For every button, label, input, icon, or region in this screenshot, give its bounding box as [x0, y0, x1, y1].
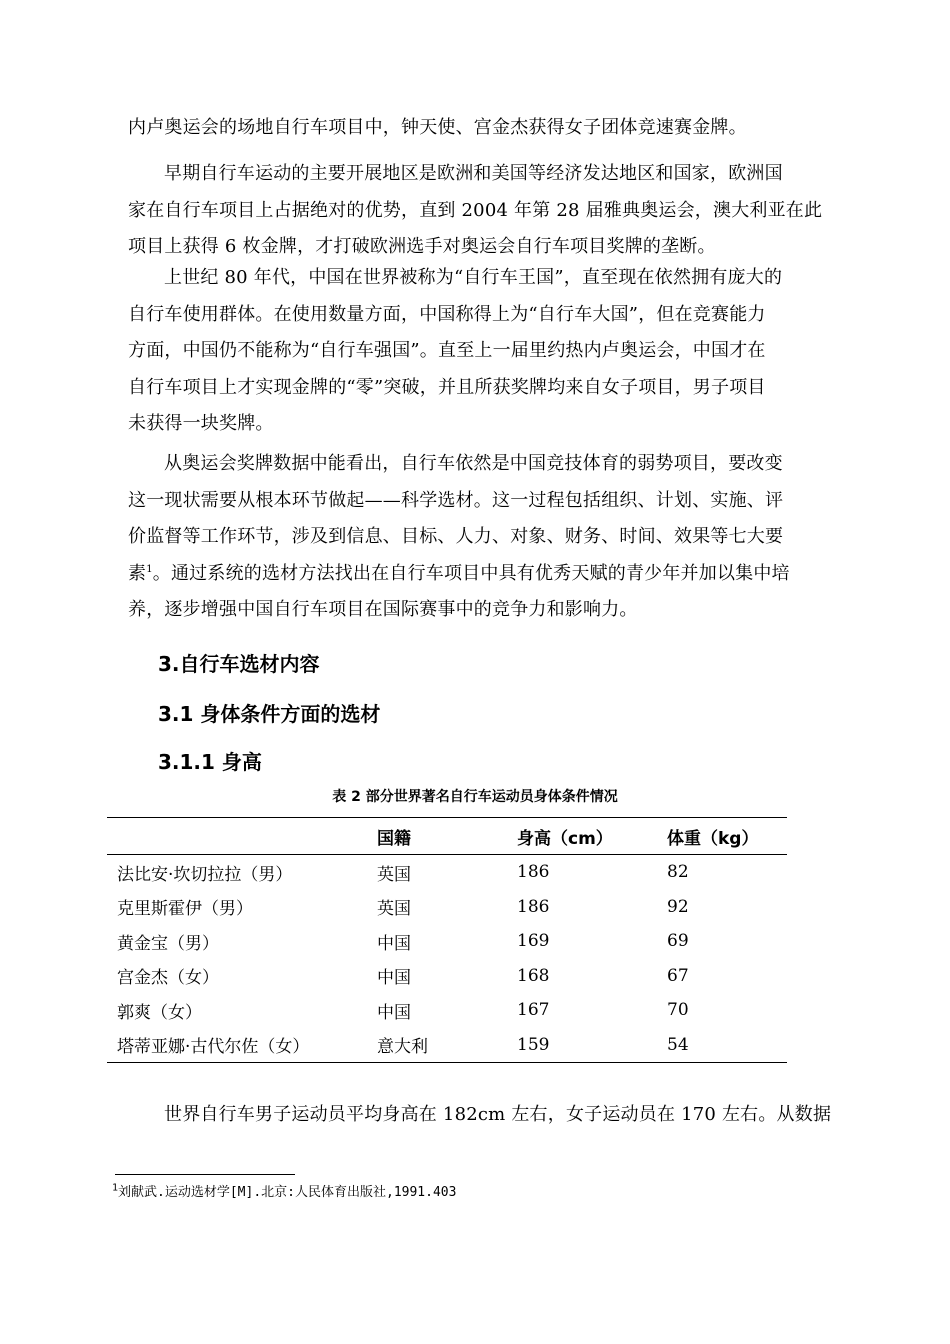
table-row: [107, 993, 787, 1028]
cell-name: 宫金杰（女）: [117, 968, 219, 989]
paragraph-bicycle-kingdom: [128, 260, 838, 443]
paragraph-average-height: [128, 1097, 838, 1134]
text-line: 早期自行车运动的主要开展地区是欧洲和美国等经济发达地区和国家，欧洲国: [164, 163, 783, 184]
header-weight: 体重（kg）: [657, 818, 787, 855]
table-row: [107, 1028, 787, 1063]
cell-height: 169: [517, 931, 550, 952]
subsection-heading: 3.1 身体条件方面的选材: [158, 702, 381, 726]
table-row: [107, 924, 787, 959]
cell-height: 159: [507, 1028, 657, 1063]
table-row: [107, 959, 787, 994]
header-name: [107, 818, 367, 855]
text-line: 家在自行车项目上占据绝对的优势，直到 2004 年第 28 届雅典奥运会，澳大利亚在此: [128, 199, 823, 221]
header-nationality: 国籍: [367, 818, 507, 855]
table-row: [107, 890, 787, 925]
athlete-table: [107, 817, 787, 1063]
cell-nationality: 中国: [377, 933, 411, 954]
paragraph-scientific-selection: [128, 446, 838, 629]
footnote: [112, 1181, 456, 1200]
cell-name: 塔蒂亚娜·古代尔佐（女）: [107, 1028, 367, 1063]
text-line: 内卢奥运会的场地自行车项目中，钟天使、宫金杰获得女子团体竞速赛金牌。: [128, 117, 747, 138]
text-line: 自行车使用群体。在使用数量方面，中国称得上为“自行车大国”，但在竞赛能力: [128, 303, 766, 325]
cell-nationality: 英国: [377, 864, 411, 885]
text-line: 价监督等工作环节，涉及到信息、目标、人力、对象、财务、时间、效果等七大要: [128, 526, 784, 547]
cell-name: 郭爽（女）: [117, 1002, 202, 1023]
text-line: 方面，中国仍不能称为“自行车强国”。直至上一届里约热内卢奥运会，中国才在: [128, 340, 766, 361]
text-line: 自行车项目上才实现金牌的“零”突破，并且所获奖牌均来自女子项目，男子项目: [128, 376, 766, 398]
footnote-mark: 1: [112, 1182, 119, 1194]
cell-weight: 70: [667, 1000, 689, 1021]
cell-weight: 92: [667, 896, 689, 917]
text-line: 上世纪 80 年代，中国在世界被称为“自行车王国”，直至现在依然拥有庞大的: [164, 267, 783, 288]
cell-nationality: 中国: [377, 968, 411, 989]
text-line: 这一现状需要从根本环节做起——科学选材。这一过程包括组织、计划、实施、评: [128, 489, 784, 511]
cell-height: 186: [517, 862, 550, 883]
text-line: 世界自行车男子运动员平均身高在 182cm 左右，女子运动员在 170 左右。从数据: [164, 1104, 832, 1125]
text-line: 养，逐步增强中国自行车项目在国际赛事中的竞争力和影响力。: [128, 599, 638, 620]
text-fragment: 。通过系统的选材方法找出在自行车项目中具有优秀天赋的青少年并加以集中培: [152, 562, 790, 584]
text-line: 项目上获得 6 枚金牌，才打破欧洲选手对奥运会自行车项目奖牌的垄断。: [128, 236, 716, 257]
cell-height: 168: [517, 965, 550, 986]
text-line: [128, 556, 838, 593]
paragraph-olympic-result: [128, 110, 838, 147]
cell-nationality: 中国: [377, 1002, 411, 1023]
section-heading: 3.自行车选材内容: [158, 652, 320, 676]
cell-name: 黄金宝（男）: [117, 933, 219, 954]
table-row: [107, 855, 787, 890]
cell-weight: 82: [667, 862, 689, 883]
cell-weight: 69: [667, 931, 689, 952]
text-line: 从奥运会奖牌数据中能看出，自行车依然是中国竞技体育的弱势项目，要改变: [164, 453, 783, 474]
cell-height: 186: [517, 896, 550, 917]
footnote-reference[interactable]: 1: [146, 563, 153, 575]
cell-name: 克里斯霍伊（男）: [117, 899, 253, 920]
table-caption: 表 2 部分世界著名自行车运动员身体条件情况: [332, 789, 618, 805]
cell-nationality: 意大利: [367, 1028, 507, 1063]
paragraph-europe-dominance: [128, 156, 838, 266]
cell-weight: 67: [667, 965, 689, 986]
text-fragment: 素: [128, 562, 147, 584]
cell-weight: 54: [657, 1028, 787, 1063]
subsubsection-heading: 3.1.1 身高: [158, 750, 262, 774]
header-height: 身高（cm）: [507, 818, 657, 855]
text-line: 未获得一块奖牌。: [128, 413, 274, 434]
table-header-row: [107, 818, 787, 855]
footnote-divider: [115, 1174, 295, 1175]
footnote-text: 刘献武.运动选材学[M].北京:人民体育出版社,1991.403: [118, 1185, 457, 1200]
cell-name: 法比安·坎切拉拉（男）: [117, 864, 293, 885]
cell-height: 167: [517, 1000, 550, 1021]
cell-nationality: 英国: [377, 899, 411, 920]
